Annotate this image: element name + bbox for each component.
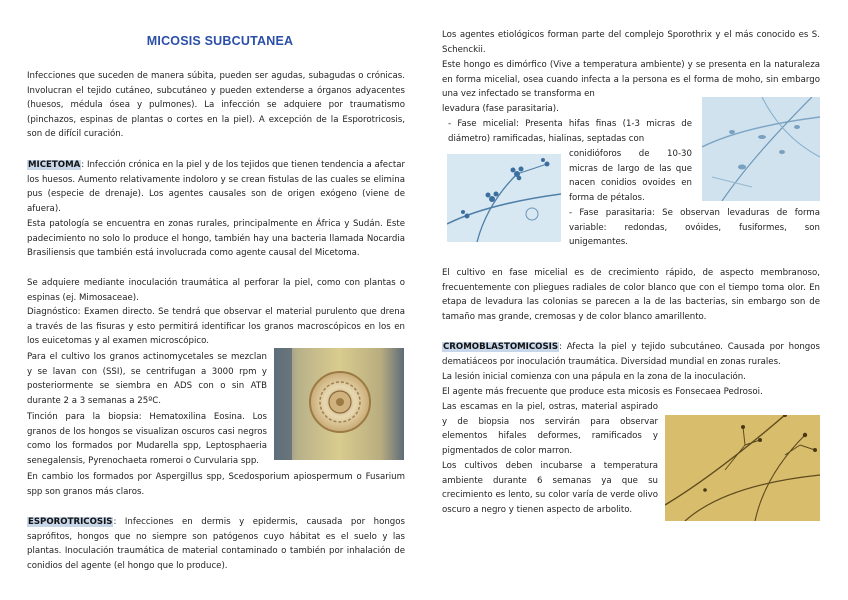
micetoma-p7: En cambio los formados por Aspergillus spp, Scedosporium apiospermum o Fusarium spp son granos más claros. — [27, 472, 405, 497]
fase-micelial-b: conidióforos de 10-30 micras de largo de las que nacen conidios ovoides en forma de pétalos. — [569, 149, 692, 203]
micetoma-p5: Para el cultivo los granos actinomycetales se mezclan y se lavan con (SSI), se centrifugan a 3000 rpm y posteriormente se siembra en ADS con o sin ATB durante 2 a 3 semanas a 25ºC. — [27, 352, 267, 406]
micetoma-p6: Tinción para la biopsia: Hematoxilina Eosina. Los granos de los hongos se visualizan oscuros casi negros como los formados por Mudarella spp, Leptosphaeria senegalensis, Pyrenochaeta romeroi o Curvularia spp. — [27, 412, 267, 466]
dimorphic-paragraph: Este hongo es dimórfico (Vive a temperatura ambiente) y se presenta en la naturaleza en forma micelial, osea cuando infecta a la persona es el forma de moho, sin embargo una vez infectado se transforma en — [442, 60, 820, 100]
micetoma-p4: Diagnóstico: Examen directo. Se tendrá que observar el material purulento que drena a través de las fisuras y esto permitirá identificar los granos macroscópicos en los en los euicetomas y al examen microscópico. — [27, 307, 405, 347]
cromoblastomicosis-paragraph — [442, 340, 820, 369]
page-title: MICOSIS SUBCUTANEA — [146, 34, 294, 48]
cultivo-paragraph: El cultivo en fase micelial es de crecimiento rápido, de aspecto membranoso, frecuentemente con pliegues radiales de color blanco que con el tiempo toma olor. En etapa de levadura las colonias se parecen a la de las bacterias, sin embargo son de tamaño mas grande, cremosas y de color blanco amarillento. — [442, 268, 820, 322]
micetoma-p2: Esta patología se encuentra en zonas rurales, principalmente en África y Sudán. Este padecimiento no solo lo produce el hongo, también hay una bacteria llamada Nocardia Brasiliensis que también está involucrada como agente causal del Micetoma. — [27, 219, 405, 259]
mycelial-microscopy-image — [447, 154, 561, 242]
micetoma-paragraph — [27, 158, 405, 216]
micetoma-heading: MICETOMA — [28, 160, 81, 170]
cromo-p2: La lesión inicial comienza con una pápula en la zona de la inoculación. — [442, 372, 746, 382]
cromoblastomicosis-heading: CROMOBLASTOMICOSIS — [443, 342, 559, 352]
yeast-microscopy-image — [702, 97, 820, 201]
etiologic-paragraph: Los agentes etiológicos forman parte del complejo Sporothrix y el más conocido es S. Schenckii. — [442, 30, 820, 55]
cromo-p5: Los cultivos deben incubarse a temperatura ambiente durante 6 semanas ya que su crecimiento es lento, su color varía de verde olivo oscuro a negro y tienen aspecto de arbolito. — [442, 461, 658, 515]
fase-parasitaria: - Fase parasitaria: Se observan levaduras de forma variable: redondas, ovóides, fusiformes, son unigemantes. — [569, 208, 820, 248]
esporotricosis-paragraph — [27, 515, 405, 573]
intro-paragraph: Infecciones que suceden de manera súbita, pueden ser agudas, subagudas o crónicas. Involucran el tejido cutáneo, subcutáneo y pueden extenderse a órganos adyacentes (huesos, médula ósea y pulmones). La infección se adquiere por traumatismo (pinchazos, espinas de plantas o cortes en la piel). A excepción de la Esporotricosis, son de difícil curación. — [27, 71, 405, 140]
cromo-p3: El agente más frecuente que produce esta micosis es Fonsecaea Pedrosoi. — [442, 387, 763, 397]
fase-micelial-a: - Fase micelial: Presenta hifas finas (1-3 micras de diámetro) ramificadas, hialinas, septadas con — [448, 119, 692, 144]
micetoma-culture-image — [274, 348, 404, 460]
micetoma-p3: Se adquiere mediante inoculación traumática al perforar la piel, como con plantas o espinas (ej. Mimosaceae). — [27, 278, 405, 303]
esporotricosis-heading: ESPOROTRICOSIS — [28, 517, 113, 527]
esporotricosis-text: : Infecciones en dermis y epidermis, causada por hongos saprófitos, hongos que no siempre son patógenos cuyo hábitat es el suelo y las plantas. Inoculación traumática de material contaminado o también por inhalación de conidios del agente (el hongo que lo produce). — [27, 517, 405, 571]
cromoblastomicosis-text: : Afecta la piel y tejido subcutáneo. Causada por hongos dematiáceos por inoculación traumática. Diversidad mundial en zonas rurales. — [442, 342, 820, 367]
dimorphic-paragraph-end: levadura (fase parasitaria). — [442, 104, 559, 114]
dematiaceous-hyphae-image — [665, 415, 820, 521]
micetoma-text: : Infección crónica en la piel y de los tejidos que tienen tendencia a afectar los huesos. Aumento relativamente indoloro y se crean fistulas de las cuales se elimina pus (especie de drenaje). Los agentes causales son de origen exógeno (viene de afuera). — [27, 160, 405, 214]
cromo-p4: Las escamas en la piel, ostras, material aspirado y de biopsia nos servirán para observar elementos hifales deformes, ramificados y pigmentados de color marron. — [442, 402, 658, 456]
